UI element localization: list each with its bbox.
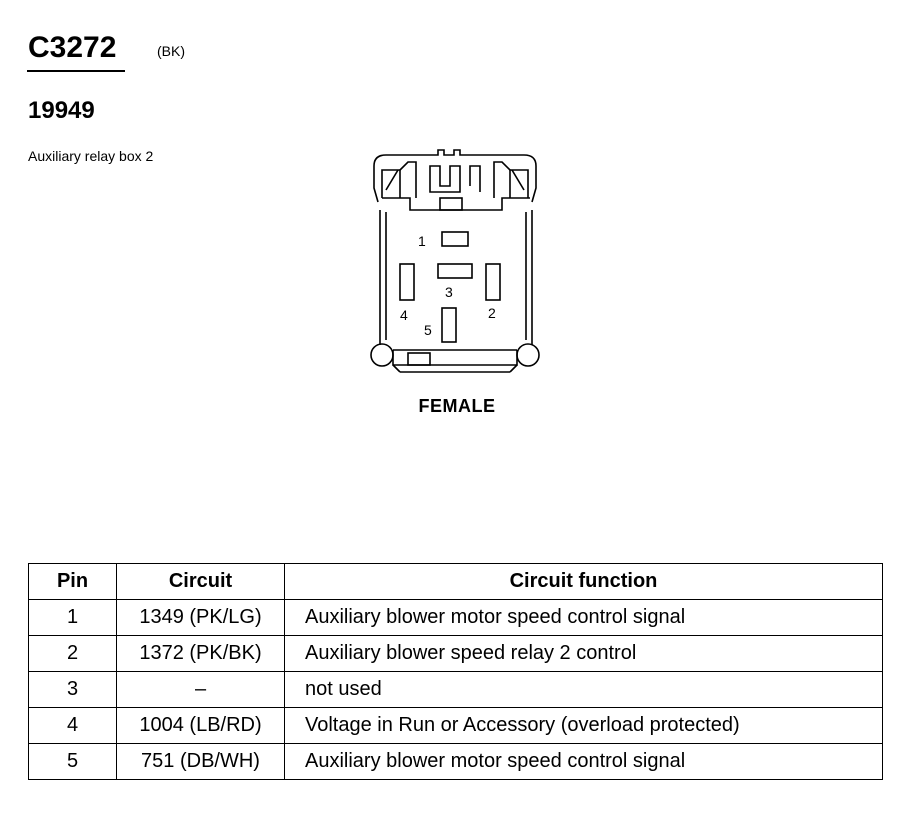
pin-cavity-2 — [486, 264, 500, 300]
connector-body — [371, 210, 539, 372]
cell-function: Voltage in Run or Accessory (overload protected) — [285, 708, 883, 744]
part-number: 19949 — [28, 97, 95, 124]
connector-latch — [374, 150, 536, 210]
cell-pin: 1 — [29, 600, 117, 636]
cell-circuit: 1372 (PK/BK) — [117, 636, 285, 672]
header-pin: Pin — [29, 564, 117, 600]
table-row — [29, 744, 883, 780]
pin-cavity-4 — [400, 264, 414, 300]
pin-label-4: 4 — [400, 307, 408, 323]
table-row — [29, 672, 883, 708]
cell-circuit: 1004 (LB/RD) — [117, 708, 285, 744]
cell-function: Auxiliary blower motor speed control signal — [285, 600, 883, 636]
pin-cavity-1 — [442, 232, 468, 246]
pin-label-5: 5 — [424, 322, 432, 338]
pin-label-1: 1 — [418, 233, 426, 249]
table-header-row — [29, 564, 883, 600]
pin-label-3: 3 — [445, 284, 453, 300]
cell-pin: 2 — [29, 636, 117, 672]
cell-function: Auxiliary blower motor speed control signal — [285, 744, 883, 780]
cell-pin: 5 — [29, 744, 117, 780]
connector-description: Auxiliary relay box 2 — [28, 148, 154, 164]
connector-color-code: (BK) — [157, 43, 185, 59]
cell-pin: 3 — [29, 672, 117, 708]
table-row — [29, 636, 883, 672]
connector-gender-label: FEMALE — [418, 396, 496, 416]
pin-cavity-3 — [438, 264, 472, 278]
connector-id-underline — [27, 70, 125, 72]
connector-face-diagram — [360, 140, 550, 390]
table-row — [29, 600, 883, 636]
header-circuit: Circuit — [117, 564, 285, 600]
cell-circuit: 1349 (PK/LG) — [117, 600, 285, 636]
header-circuit-function: Circuit function — [285, 564, 883, 600]
pin-label-2: 2 — [488, 305, 496, 321]
cell-circuit: 751 (DB/WH) — [117, 744, 285, 780]
cell-function: not used — [285, 672, 883, 708]
cell-pin: 4 — [29, 708, 117, 744]
pin-cavity-5 — [442, 308, 456, 342]
pinout-table — [28, 563, 883, 780]
cell-function: Auxiliary blower speed relay 2 control — [285, 636, 883, 672]
connector-id: C3272 — [28, 31, 117, 64]
cell-circuit: – — [117, 672, 285, 708]
table-row — [29, 708, 883, 744]
